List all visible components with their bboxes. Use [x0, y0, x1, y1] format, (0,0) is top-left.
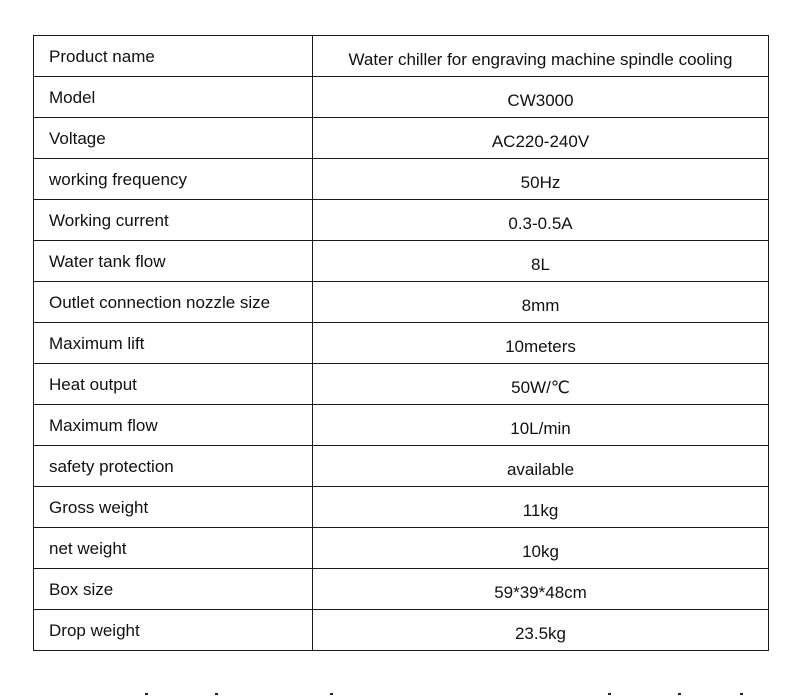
text-fragment-mark [145, 693, 148, 695]
spec-value: 11kg [313, 487, 769, 528]
spec-label: Outlet connection nozzle size [34, 282, 313, 323]
table-row [34, 282, 769, 323]
table-row [34, 528, 769, 569]
spec-value: AC220-240V [313, 118, 769, 159]
table-row [34, 487, 769, 528]
table-row [34, 569, 769, 610]
spec-value: CW3000 [313, 77, 769, 118]
spec-value: 23.5kg [313, 610, 769, 651]
table-row [34, 200, 769, 241]
text-fragment-mark [678, 693, 681, 695]
spec-value: 59*39*48cm [313, 569, 769, 610]
spec-value: 8L [313, 241, 769, 282]
spec-value: 10kg [313, 528, 769, 569]
table-row [34, 405, 769, 446]
spec-label: safety protection [34, 446, 313, 487]
spec-label: net weight [34, 528, 313, 569]
spec-value: 8mm [313, 282, 769, 323]
table-row [34, 364, 769, 405]
text-fragment-mark [330, 693, 333, 695]
spec-value: Water chiller for engraving machine spindle cooling [313, 36, 769, 77]
spec-value: 10L/min [313, 405, 769, 446]
text-fragment-mark [740, 693, 743, 695]
spec-value: 50W/℃ [313, 364, 769, 405]
table-row [34, 36, 769, 77]
spec-label: Heat output [34, 364, 313, 405]
text-fragment-mark [608, 693, 611, 695]
spec-label: Gross weight [34, 487, 313, 528]
spec-value: 10meters [313, 323, 769, 364]
spec-label: Voltage [34, 118, 313, 159]
table-row [34, 323, 769, 364]
spec-label: Drop weight [34, 610, 313, 651]
table-row [34, 446, 769, 487]
spec-label: Water tank flow [34, 241, 313, 282]
spec-table-body [34, 36, 769, 651]
spec-label: Maximum lift [34, 323, 313, 364]
spec-value: 50Hz [313, 159, 769, 200]
spec-label: Model [34, 77, 313, 118]
spec-label: Box size [34, 569, 313, 610]
spec-label: Maximum flow [34, 405, 313, 446]
table-row [34, 159, 769, 200]
spec-table [33, 35, 769, 651]
spec-value: 0.3-0.5A [313, 200, 769, 241]
table-row [34, 77, 769, 118]
table-row [34, 241, 769, 282]
table-row [34, 610, 769, 651]
table-row [34, 118, 769, 159]
spec-value: available [313, 446, 769, 487]
spec-label: Product name [34, 36, 313, 77]
text-fragment-mark [215, 693, 218, 695]
cropped-next-line-fragment [0, 690, 800, 697]
spec-label: Working current [34, 200, 313, 241]
spec-label: working frequency [34, 159, 313, 200]
